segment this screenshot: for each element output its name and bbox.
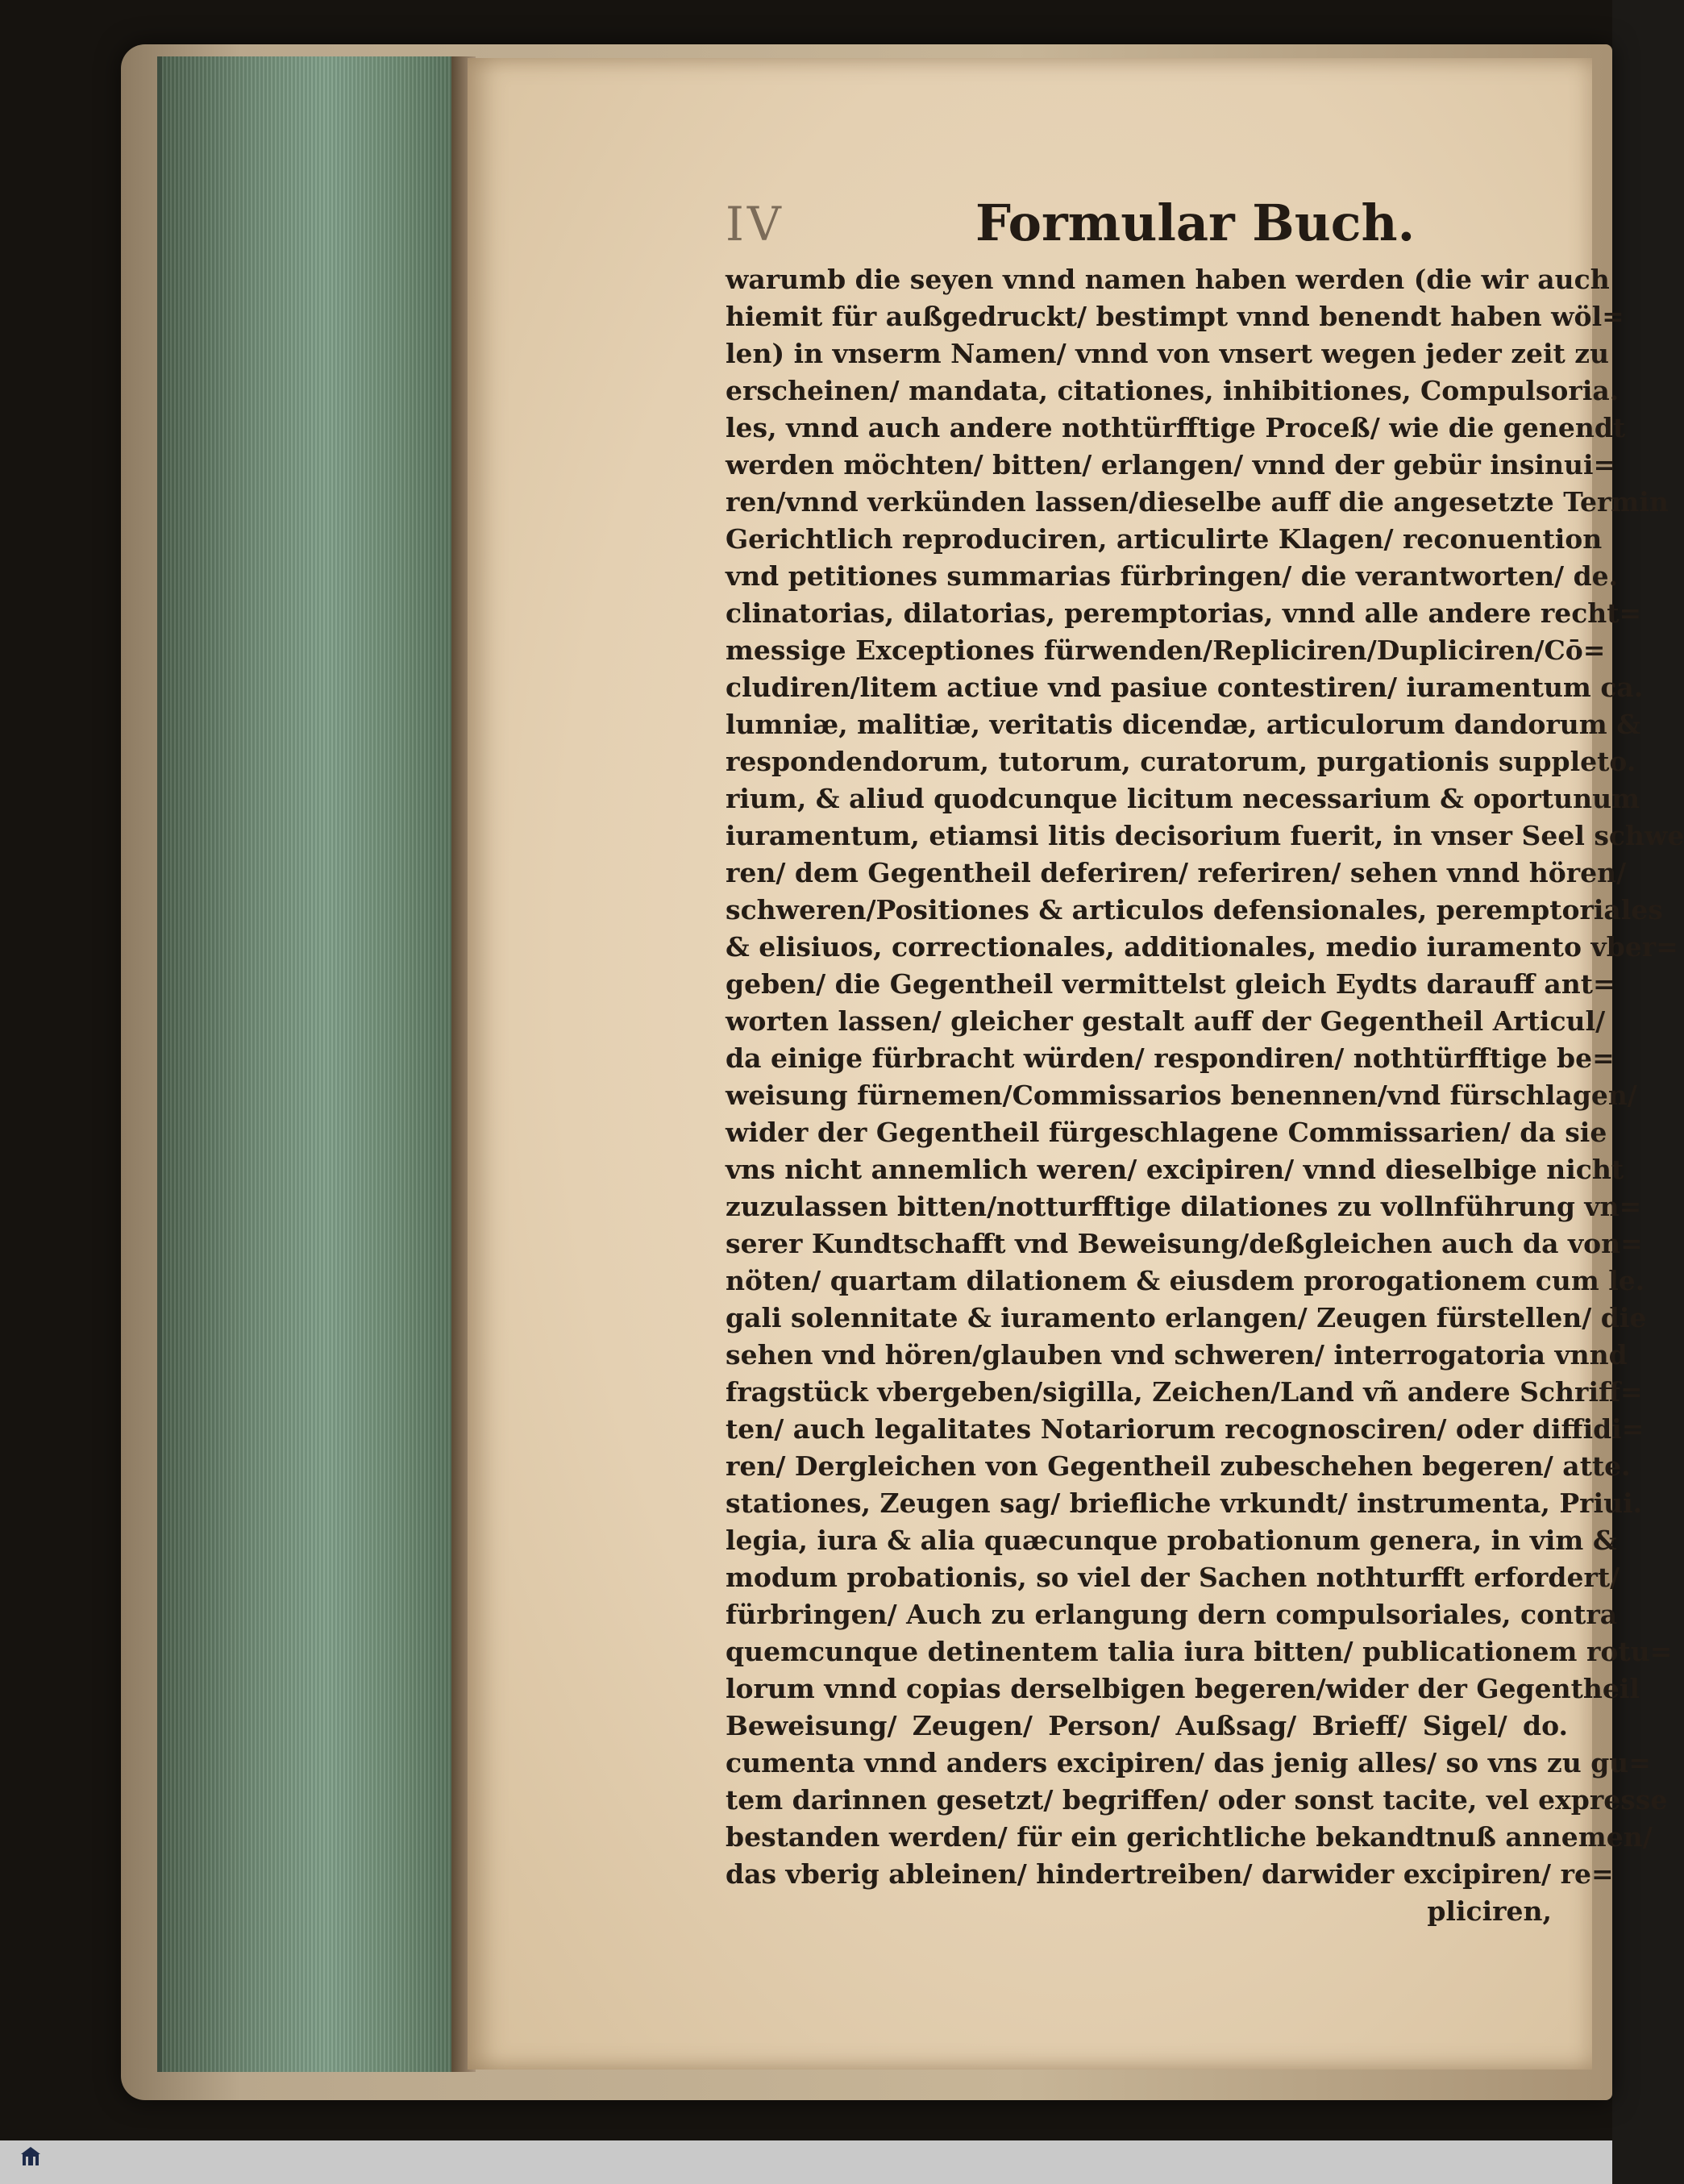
text-line: messige Exceptiones fürwenden/Repliciren/Dupliciren/Cō= (726, 634, 1606, 666)
printed-page (468, 58, 1684, 2070)
text-line: iuramentum, etiamsi litis decisorium fuerit, in vnser Seel schwe (726, 820, 1684, 851)
text-line: nöten/ quartam dilationem & eiusdem prorogationem cum le. (726, 1265, 1645, 1296)
text-line: modum probationis, so viel der Sachen nothturfft erfordert/ (726, 1562, 1620, 1593)
text-line: les, vnnd auch andere nothtürfftige Proceß/ wie die genendt (726, 412, 1626, 443)
text-line: ren/ Dergleichen von Gegentheil zubeschehen begeren/ atte. (726, 1450, 1631, 1482)
text-line: Gerichtlich reproduciren, articulirte Klagen/ reconuention (726, 523, 1603, 555)
text-line: quemcunque detinentem talia iura bitten/ publicationem rotu= (726, 1636, 1673, 1667)
text-line: warumb die seyen vnnd namen haben werden (die wir auch (726, 264, 1610, 295)
text-line: werden möchten/ bitten/ erlangen/ vnnd der gebür insinui= (726, 449, 1616, 480)
text-line: erscheinen/ mandata, citationes, inhibitiones, Compulsoria. (726, 375, 1620, 406)
text-line: ren/ dem Gegentheil deferiren/ referiren/ sehen vnnd hören/ (726, 857, 1627, 888)
text-line: das vberig ableinen/ hindertreiben/ darwider excipiren/ re= (726, 1858, 1614, 1890)
text-line: sehen vnd hören/glauben vnd schweren/ interrogatoria vnnd (726, 1339, 1628, 1371)
text-line: respondendorum, tutorum, curatorum, purgationis suppleto. (726, 746, 1636, 777)
text-line: Beweisung/ Zeugen/ Person/ Außsag/ Brieff/ Sigel/ do. (726, 1710, 1568, 1741)
text-line: fragstück vbergeben/sigilla, Zeichen/Land vñ andere Schriff= (726, 1376, 1643, 1408)
text-line: clinatorias, dilatorias, peremptorias, vnnd alle andere recht= (726, 597, 1642, 629)
text-line: gali solennitate & iuramento erlangen/ Zeugen fürstellen/ die (726, 1302, 1647, 1333)
library-logo (6, 2144, 55, 2182)
text-line: hiemit für außgedruckt/ bestimpt vnnd benendt haben wöl= (726, 301, 1624, 332)
text-line: lumniæ, malitiæ, veritatis dicendæ, articulorum dandorum & (726, 709, 1641, 740)
text-line: & elisiuos, correctionales, additionales, medio iuramento vber= (726, 931, 1678, 963)
text-line: stationes, Zeugen sag/ briefliche vrkundt/ instrumenta, Priui. (726, 1487, 1643, 1519)
text-line: vnd petitiones summarias fürbringen/ die verantworten/ de. (726, 560, 1619, 592)
text-line: worten lassen/ gleicher gestalt auff der Gegentheil Articul/ (726, 1005, 1606, 1037)
text-line: ten/ auch legalitates Notariorum recognosciren/ oder diffidi= (726, 1413, 1644, 1445)
text-line: lorum vnnd copias derselbigen begeren/wider der Gegentheil (726, 1673, 1640, 1704)
text-line: da einige fürbracht würden/ respondiren/ nothtürfftige be= (726, 1042, 1615, 1074)
text-line: cludiren/litem actiue vnd pasiue contestiren/ iuramentum ca. (726, 672, 1644, 703)
viewer-footer-bar (0, 2140, 1612, 2184)
page-edges (157, 56, 460, 2072)
text-line: zuzulassen bitten/notturfftige dilationes zu vollnführung vn= (726, 1191, 1642, 1222)
text-line: bestanden werden/ für ein gerichtliche bekandtnuß annemen/ (726, 1821, 1653, 1853)
text-line: wider der Gegentheil fürgeschlagene Commissarien/ da sie (726, 1117, 1607, 1148)
folio-number: IV (726, 197, 784, 252)
text-line: geben/ die Gegentheil vermittelst gleich Eydts darauff ant= (726, 968, 1615, 1000)
text-line: schweren/Positiones & articulos defensionales, peremptoriales (726, 894, 1663, 926)
text-line: fürbringen/ Auch zu erlangung dern compulsoriales, contra (726, 1599, 1618, 1630)
text-line: legia, iura & alia quæcunque probationum genera, in vim & (726, 1525, 1617, 1556)
text-line: weisung fürnemen/Commissarios benennen/vnd fürschlagen/ (726, 1080, 1637, 1111)
text-line: rium, & aliud quodcunque licitum necessarium & oportunum (726, 783, 1640, 814)
text-block (726, 261, 1684, 1930)
text-line: serer Kundtschafft vnd Beweisung/deßgleichen auch da von= (726, 1228, 1643, 1259)
text-line: vns nicht annemlich weren/ excipiren/ vnnd dieselbige nicht (726, 1154, 1624, 1185)
text-line: pliciren, (1427, 1895, 1552, 1927)
text-line: tem darinnen gesetzt/ begriffen/ oder sonst tacite, vel expresse (726, 1784, 1668, 1816)
running-header: Formular Buch. (975, 193, 1416, 252)
text-line: len) in vnserm Namen/ vnnd von vnsert wegen jeder zeit zu (726, 338, 1609, 369)
text-line: ren/vnnd verkünden lassen/dieselbe auff die angesetzte Termin (726, 486, 1669, 518)
library-logo-icon (20, 2144, 41, 2167)
text-line: cumenta vnnd anders excipiren/ das jenig alles/ so vns zu gu= (726, 1747, 1651, 1778)
